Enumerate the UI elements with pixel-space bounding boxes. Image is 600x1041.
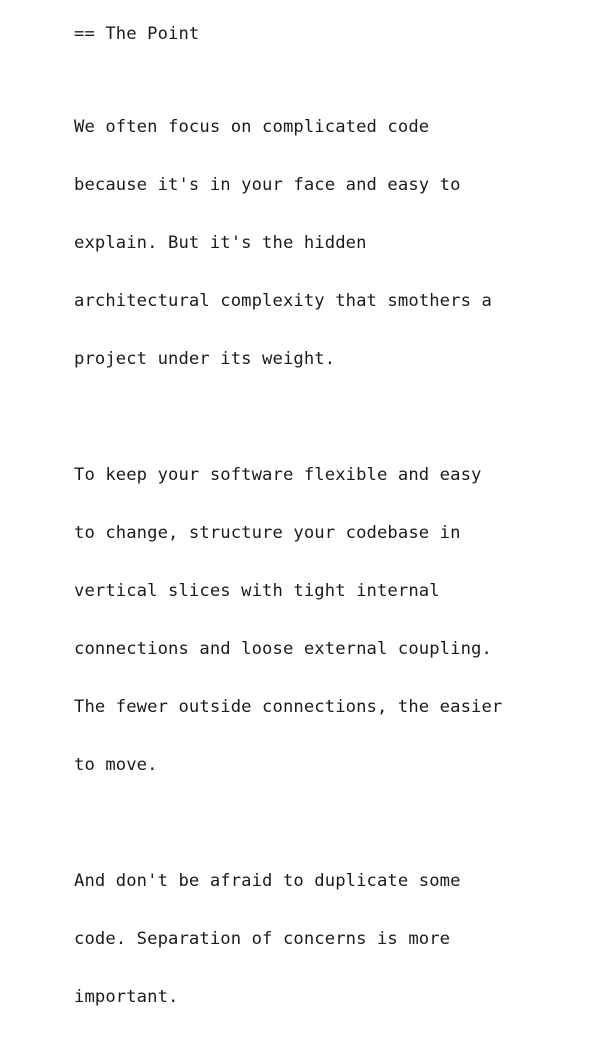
paragraph-line: to move.	[74, 755, 158, 775]
paragraph-line: important.	[74, 987, 179, 1007]
paragraph-line: The fewer outside connections, the easier	[74, 697, 503, 717]
paragraph-line: To keep your software flexible and easy	[74, 465, 482, 485]
paragraph-line: connections and loose external coupling.	[74, 639, 492, 659]
section-heading: == The Point	[74, 24, 200, 44]
paragraph-line: We often focus on complicated code	[74, 117, 430, 137]
paragraph-line: to change, structure your codebase in	[74, 523, 461, 543]
paragraph-2	[74, 432, 576, 809]
paragraph-line: architectural complexity that smothers a	[74, 291, 492, 311]
paragraph-line: because it's in your face and easy to	[74, 175, 461, 195]
paragraph-1	[74, 84, 576, 403]
paragraph-line: explain. But it's the hidden	[74, 233, 367, 253]
paragraph-line: code. Separation of concerns is more	[74, 929, 451, 949]
paragraph-line: project under its weight.	[74, 349, 336, 369]
paragraph-line: vertical slices with tight internal	[74, 581, 440, 601]
paragraph-line: And don't be afraid to duplicate some	[74, 871, 461, 891]
paragraph-3	[74, 838, 576, 1041]
